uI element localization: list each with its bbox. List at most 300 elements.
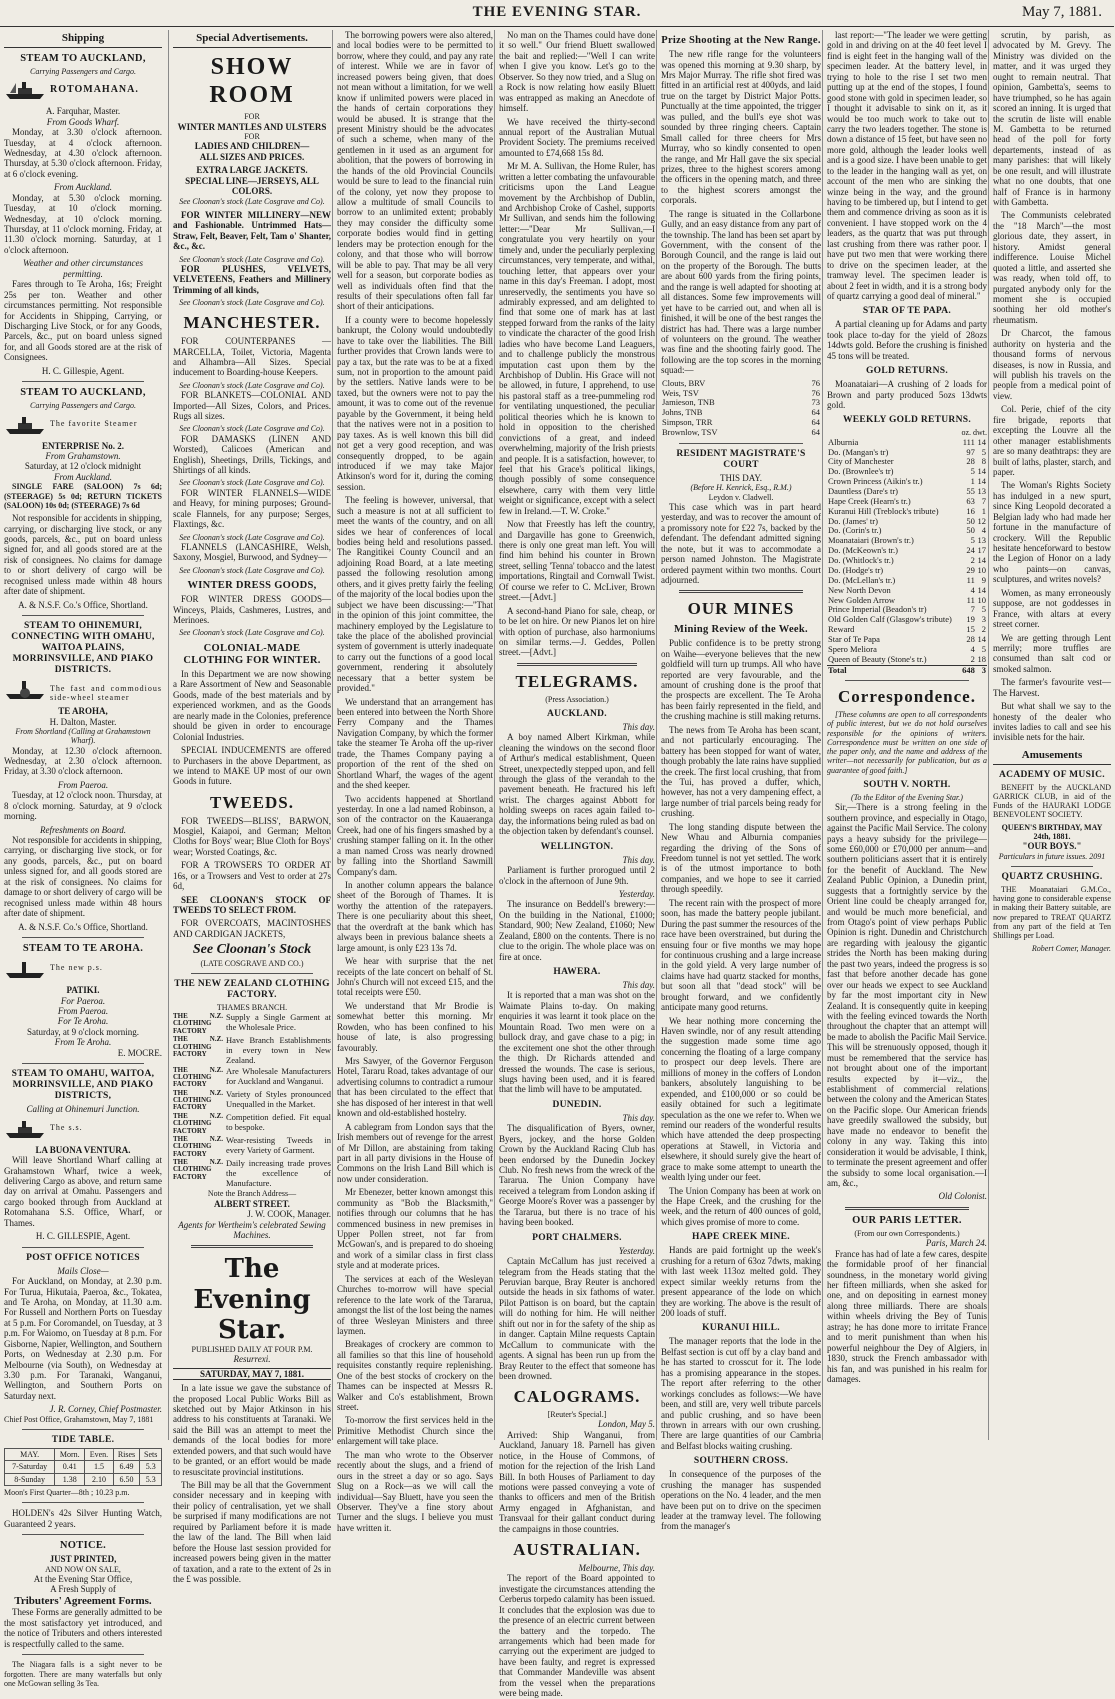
mine-name: Old Golden Calf (Glasgow's tribute) [828, 614, 952, 625]
news-paragraph: A cablegram from London says that the Irish members out of revenge for the arrest of Mr Dillon, are abstaining from taking part in all party divisions in the House of Commons on the Irish Land Bill which is now under consideration. [337, 1121, 493, 1184]
mine-report: The manager reports that the lode in the Belfast section is cut off by a clay band and he has started to crosscut for it. The lode has a promising appearance in the stopes. The report after referring to the other workings concludes as follows:—We have been, and still are, very well tribute parcels and public crushing, and so have been thrown in arrears with our own crushing. There are large quantities of our Cambria and Belfast blocks waiting crushing. [661, 1336, 821, 1451]
gold-oz: 19 [966, 614, 975, 625]
court-day: THIS DAY. [719, 472, 762, 483]
branch-note: Note the Branch Address— [207, 1189, 297, 1199]
gold-oz: 5 [970, 466, 975, 477]
gold-oz: 5 [970, 535, 975, 546]
route-label: From Paeroa. [57, 779, 109, 790]
article-paragraph: The new rifle range for the volunteers was opened this morning at 9.30 sharp, by Mrs Major Murray. The rifle shot fired was fitted in an artificial rest at 400yds, and laid true on the target by District Major Potts. Punctually at the time appointed, the trigger was pulled, and the bull's eye shot was sounded by three ringing cheers. Captain Small called for three cheers for Mrs Murray, who so kindly consented to open the range, and Mr Hall gave the six special prizes, three to the highest scorers among the officers in the opening match, and three to the highest scorers amongst the corporals. [661, 49, 821, 206]
route-label: For Paeroa. [60, 995, 106, 1006]
tide-cell: 6.49 [113, 1461, 140, 1473]
nz-factory-label: THE N.Z. CLOTHING FACTORY [173, 1134, 223, 1158]
mine-name: Do. (James' tr) [828, 515, 878, 526]
column-special-ads [168, 30, 335, 1584]
nz-factory-claim: Competition defied. Fit equal to bespoke. [226, 1111, 331, 1132]
score-value: 64 [811, 417, 820, 428]
agent-signature: H. C. GILLESPIE, Agent. [35, 1231, 131, 1242]
telegram-body: A boy named Albert Kirkman, while cleaning the windows on the second floor of Arthur's medical establishment, Queen Street, unexpectedly stepped upon, and fell through the glass of the verandah to the pavement beneath. He fractured his left wrist. The charges against Abbott for holding sweeps on races again failed to-day, the informations being ruled as bad on the objection taken by defendant's counsel. [499, 732, 655, 837]
gold-dwt: 17 [977, 545, 986, 556]
news-paragraph: The services at each of the Wesleyan Churches to-morrow will have special reference to the late work of the Tararua, amongst the list of the lost being the names of three Wesleyan Ministers and three laymen. [337, 1273, 493, 1336]
ad-subheading: Calling at Ohinemuri Junction. [26, 1104, 140, 1115]
gold-oz: 11 [966, 574, 975, 585]
court-heading: RESIDENT MAGISTRATE'S COURT [676, 448, 806, 470]
news-paragraph: Breakages of crockery are common to all families so that this line of household requisites constantly require replenishing. One of the best stocks of crockery on the Thames can be inspected at Messrs R. Walker and Co's establishment, Brown street. [337, 1339, 493, 1412]
gold-dwt: 5 [981, 643, 986, 654]
manchester-ad: FOR COUNTERPANES — MARCELLA, Toilet, Victoria, Magenta and Alhambra—All Sizes. Special inducement to Boarding-house Keepers. [173, 336, 331, 378]
cloonan-late-note: (LATE COSGRAVE AND CO.) [200, 958, 304, 968]
show-room-heading: SHOW ROOM [209, 53, 295, 108]
mine-report: A partial cleaning up for Adams and party took place to-day for the yield of 28ozs 14dwts gold. Before the crushing is finished 45 tons will be treated. [827, 319, 987, 361]
academy-fine-print: Particulars in future issues. 2091 [998, 851, 1106, 861]
ship-name: ROTOMAHANA. [50, 84, 139, 96]
ad-line: EXTRA LARGE JACKETS. [196, 165, 308, 176]
mine-name: Spero Meliora [828, 643, 877, 654]
nz-factory-row [173, 1090, 331, 1112]
tide-header: Sets [140, 1449, 162, 1461]
ad-heading: STEAM TO OHINEMURI, CONNECTING WITH OMAHU, WAITOA PLAINS, MORRINSVILLE, AND PIAKO DISTRICTS. [11, 621, 155, 676]
nz-factory-label: THE N.Z. CLOTHING FACTORY [173, 1088, 223, 1112]
ad-citation: See Cloonan's stock (Late Cosgrave and Co). [179, 478, 325, 488]
editorial-paragraph: The Bill may be all that the Government consider necessary and in keeping with their policy of centralisation, yet we shall be surprised if many modifications are not required by Parliament before it is made the law of the land. The Bill when laid before the House last session provided for increased powers being given in the matter of taxation, and a rate to the extent of 2s in the £ was possible. [173, 1480, 331, 1584]
ad-citation: See Cloonan's stock (Late Cosgrave and Co). [179, 532, 325, 542]
column-telegrams [494, 30, 659, 1699]
mine-name: Do. (Mangan's tr) [828, 446, 889, 457]
gold-dwt: 14 [977, 633, 986, 644]
ad-line: SPECIAL LINE—JERSEYS, ALL COLORS. [185, 175, 319, 197]
australian-body: The report of the Board appointed to investigate the circumstances attending the Cerberus torpedo calamity has been issued. It concludes that the explosion was due to the presence of an electric current between the battery and the torpedo. The arrangements which had been made for carrying out the experiment are judged to have been faulty, and regret is expressed that Commander Mandeville was absent from the vessel when the preparations were being made. [499, 1573, 655, 1699]
notice-body: These Forms are generally admitted to be the most satisfactory yet introduced, and the notice of Tributers and others interested is respectfully called to the same. [4, 1607, 162, 1649]
editorial-date: SATURDAY, MAY 7, 1881. [173, 1368, 331, 1380]
academy-heading: ACADEMY OF MUSIC. [999, 769, 1105, 780]
tide-cell: 2.10 [85, 1473, 113, 1485]
nz-factory-claim: Have Branch Establishments in every town in New Zealand. [226, 1035, 331, 1065]
route-label: From Auckland. [54, 182, 112, 193]
nz-factory-row [173, 1036, 331, 1066]
nz-factory-claim: Are Wholesale Manufacturers for Auckland and Wanganui. [226, 1065, 331, 1086]
mine-heading: KURANUI HILL. [702, 1323, 780, 1334]
prize-shooting-heading: Prize Shooting at the New Range. [661, 35, 821, 46]
manager-signature: J. W. COOK, Manager. [247, 1209, 331, 1220]
gold-return-row [827, 655, 987, 665]
telegram-body: The disqualification of Byers, owner, Byers, jockey, and the horse Golden Crown by the Auckland Racing Club has been endorsed by the Dunedin Jockey Club. No fresh news from the wreck of the Tararua. The Union Company have received a telegram from London asking if George Moore's Rover was a passenger by the Tararua, but there is no trace of his having been booked. [499, 1123, 655, 1228]
mine-name: Do. (Brownlee's tr) [828, 466, 894, 477]
weekly-returns-heading: WEEKLY GOLD RETURNS. [842, 415, 972, 426]
gold-oz: 55 [966, 486, 975, 497]
route-label: From Te Aroha. [54, 1037, 112, 1048]
correspondence-note: [These columns are open to all correspondents of public interest, but we do not hold ourselves responsible for the opinions of writers. Correspondence must be written on one side of the paper only, and the name and address of the writer—not necessarily for publication, but as a guarantee of good faith.] [827, 710, 987, 775]
news-paragraph: In another column appears the balance sheet of the Borough of Thames. It is worthy the attention of the ratepayers. There is one peculiarity about this sheet, that the overdraft at the bank which has always been in previous balance sheets a large amount, is only £23 13s 7d. [337, 880, 493, 953]
mine-name: Do. (Whitlock's tr.) [828, 555, 894, 566]
score-name: Weis, TSV [662, 387, 699, 398]
ad-heading: STEAM TO AUCKLAND, [20, 387, 146, 399]
academy-show: "OUR BOYS." [1022, 841, 1082, 852]
telegram-body: Parliament is further prorogued until 2 o'clock in the afternoon of June 9th. [499, 865, 655, 886]
divider [22, 1502, 144, 1503]
ad-citation: See Cloonan's stock (Late Cosgrave and Co). [179, 196, 325, 206]
score-value: 64 [811, 407, 820, 418]
route-label: From Grahamstown. [45, 451, 121, 461]
master-name: H. Dalton, Master. [49, 716, 117, 727]
steamship-icon [4, 79, 48, 101]
mine-name: Do. (Hodge's tr) [828, 564, 884, 575]
notice-line: JUST PRINTED, [49, 1554, 117, 1565]
mine-name: City of Manchester [828, 456, 894, 467]
score-name: Brownlow, TSV [662, 427, 718, 438]
column-editorial-news [332, 30, 497, 1533]
scores-table [661, 379, 821, 438]
tweeds-ad: FOR TWEEDS—BLISS', BARWON, Mosgiel, Kaiapoi, and German; Melton Cloths for Boys' wear; Blue Cloth for Boys' wear; Worsted Coatings, &c. [173, 815, 331, 857]
gold-returns-body: Moanataiari—A crushing of 2 loads for Brown and party produced 5ozs 13dwts gold. [827, 379, 987, 411]
court-before: (Before H. Kenrick, Esq., R.M.) [690, 483, 792, 493]
divider [845, 680, 969, 681]
gold-dwt: 3 [981, 614, 986, 625]
notice-line: AND NOW ON SALE, [45, 1564, 121, 1574]
steamship-icon [4, 1118, 48, 1140]
paris-letter-subheading: (From our own Correspondents.) [854, 1229, 960, 1239]
ship-name: TE AROHA, [58, 706, 108, 717]
gold-oz: 11 [966, 594, 975, 605]
ad-line: LADIES AND CHILDREN— [194, 141, 310, 152]
overcoats-ad: FOR OVERCOATS, MACINTOSHES AND CARDIGAN JACKETS, [173, 918, 331, 939]
gold-dwt: 5 [981, 446, 986, 457]
divider [22, 1429, 144, 1430]
sewing-machine-ad: Agents for Wertheim's celebrated Sewing Machines. [178, 1219, 326, 1241]
australian-heading: AUSTRALIAN. [513, 1540, 641, 1560]
news-paragraphs [499, 30, 655, 658]
paris-paragraph: The Woman's Rights Society has indulged in a new spurt, since King Leopold decorated a Belgian lady who had made her fortune in the manufacture of crockery. Will the Republic hesitate henceforward to bestow the Legion of Honor on a lady who paints—on canvas, sculptures, and writes novels? [993, 480, 1111, 585]
mine-report: last report:—"The leader we were getting gold in and driving on at the 40 feet level I find is eight feet in the hanging wall of the specimen leader. At the battery level, in trying to hole to the rise I set two men putting up at the end of the stopes, I found good stone with gold in specimen leader, so I thought it advisable to sink on it, as it would be too much work to take out to carry the two leaders together. The stone is down a distance of 15 feet, but have seen no more gold, although the leader looks well and is a good size. I have been unable to get to the leader in the hanging wall as yet, on account of the men who are sinking the winze being in the way, and the ground having to be timbered up, but I intend to get them and commence driving as soon as it is convenient. I have stopped work on the 4 leaders, as the quartz that was put through last crushing from there was rather poor. I have put two men that were working there to drive on the specimen leader, at the tramway level. The specimen leader is about 2 feet in width, and it is a strong body of quartz carrying a good deal of mineral." [827, 30, 987, 301]
gold-oz: 97 [966, 446, 975, 457]
sailing-times: Monday, at 3.30 o'clock afternoon. Tuesday, at 4 o'clock afternoon. Wednesday, at 4.30 o'clock afternoon. Thursday, at 5.30 o'clock afternoon. Friday, at 6 o'clock evening. [4, 127, 162, 179]
ad-heading: STEAM TO OMAHU, WAITOA, MORRINSVILLE, AND PIAKO DISTRICTS, [11, 1069, 155, 1102]
mine-name: Do. (Corin's tr.) [828, 525, 882, 536]
column-rifle-mines [656, 30, 825, 1532]
tide-header: MAY. [5, 1449, 55, 1461]
ad-intro: The favorite Steamer [50, 418, 138, 428]
divider [22, 615, 144, 616]
agent-signature: A. & N.S.F. Co.'s Office, Shortland. [18, 921, 148, 932]
ad-intro: The new p.s. [50, 963, 103, 973]
ad-intro: The s.s. [50, 1122, 83, 1132]
ad-line: FOR [244, 112, 260, 122]
shipping-notes: Will leave Shortland Wharf calling at Grahamstown Wharf, twice a week, delivering Cargo as above, and return same day on arrival at Omahu. Passengers and cargo booked through from Auckland at Rotomahana S.S. Office, Wharf, or Thames. [4, 1155, 162, 1228]
tide-row [5, 1461, 162, 1473]
amusements-heading: Amusements [993, 749, 1111, 765]
news-paragraph: No man on the Thames could have done it so well." Our friend Bluett swallowed the bait and replied:—"Well I can write when I give you know. Let's go to the Observer. So they now tried, and a Slug on a Rock is now relating how easily Bluett was entrapped as making an Anecdote of himself. [499, 30, 655, 114]
dateline-day: This day. [622, 1112, 655, 1123]
court-case: Leydon v. Cladwell. [708, 492, 774, 502]
letter-subheading: (To the Editor of the Evening Star.) [851, 792, 963, 802]
sailing-times: Saturday, at 12 o'clock midnight [24, 461, 142, 472]
gold-dwt: 14 [977, 555, 986, 566]
manchester-heading: MANCHESTER. [183, 313, 321, 333]
gold-dwt: 9 [981, 574, 986, 585]
tide-cell: 1.5 [85, 1461, 113, 1473]
divider [191, 1245, 313, 1248]
divider [22, 937, 144, 938]
paris-paragraph: Dr Charcot, the famous authority on hysteria and the thousand forms of nervous diseases, is now in Russia, and will publish his travels on the people from a medical point of view. [993, 328, 1111, 401]
total-oz: 648 [962, 664, 975, 675]
score-value: 76 [811, 387, 820, 398]
gold-oz: 63 [966, 495, 975, 506]
post-office-date: Chief Post Office, Grahamstown, May 7, 1881 [4, 1414, 154, 1424]
column-gold-correspondence [822, 30, 991, 1440]
mining-paragraph: The news from Te Aroha has been scant, and not particularly encouraging. The battery has been stopped for want of water, though probably the late rains have supplied the creek. The first local crushing, that from the Tui, has proved a duffer, which, however, has not a very dampening effect, a large number of trial parcels being ready for crushing. [661, 724, 821, 819]
cablegrams-heading: CALOGRAMS. [513, 1387, 641, 1407]
ad-line: FOR [244, 132, 260, 142]
stock-ad: SEE CLOONAN'S STOCK OF TWEEDS TO SELECT FROM. [173, 894, 331, 916]
divider [517, 663, 637, 666]
score-name: Simpson, TRR [662, 417, 713, 428]
news-paragraph: The feeling is however, universal, that such a measure is not at all sufficient to meet the wants of the country, and on all sides we hear of conferences of local bodies being held and resolutions passed. The Rangitikei County Council and an adjoining Road Board, at a late meeting passed the following resolution among others, and it gives pretty fairly the feeling of the majority of the local bodies upon the subject we have been discussing:—"That in the opinion of this joint committee, the machinery employed by the Legislature to take the place of the abolished provincial system of government is utterly inadequate to carry out the functions of a good local government, rendering it absolutely necessary that a better system be provided." [337, 495, 493, 694]
gold-oz: 15 [966, 624, 975, 635]
route-label: From Shortland (Calling at Grahamstown Wharf). [15, 727, 151, 746]
mining-paragraph: The Union Company has been at work on the Hape Creek, and the crushing for the week, and the return of 400 ounces of gold, which gives promise of more to come. [661, 1185, 821, 1227]
sailing-times: Tuesday, at 12 o'clock noon. Thursday, at 8 o'clock morning. Saturday, at 9 o'clock morning. [4, 790, 162, 822]
gold-dwt: 8 [981, 456, 986, 467]
news-paragraph: Mr M. A. Sullivan, the Home Ruler, has written a letter combating the unfavourable criticisms upon the Land League movement by the Archbishop of Dublin, and Archbishop Croke of Cashel, supports Mr Sullivan, and sends him the following letter:—"Dear Mr Sullivan,—I congratulate you very heartily on your timely and, under the peculiarly perplexing circumstances, very temperate, and withal, touching letter, that appears over your name in this day's Freeman. I adopt, most unreservedly, the sentiments you have so admirably expressed, and am delighted to find that some one of mark has at last stepped forward from the ranks of the laity to vindicate the character of the good Irish ladies who have become Land Leaguers, and to challenge publicly the monstrous imputation cast upon them by the Archbishop of Dublin. His Grace will not be allowed, in future, I apprehend, to use his pastoral staff as a tree-pummeling rod for ventilating unquestioned, the peculiar political theories which he is known to hold in opposition to the cherished convictions of a great, and indeed overwhelming, majority of the Irish priests and people. It is a satisfaction, however, to feel that his Grace's political likings, though possibly of some consequence elsewhere, carry with them very little weight or significance, except with a select few in Ireland.—T. W. Croke." [499, 161, 655, 516]
mine-name: Do. (McLellan's tr.) [828, 574, 896, 585]
winter-ad: FOR WINTER DRESS GOODS—Winceys, Plaids, Cashmeres, Lustres, and Merinoes. [173, 594, 331, 625]
gold-oz: 1 [970, 476, 975, 487]
nz-factory-row [173, 1159, 331, 1189]
mine-name: New Golden Arrow [828, 594, 896, 605]
fare-list: SINGLE FARE (SALOON) 7s 6d; (STEERAGE) 5s 0d; RETURN TICKETS (SALOON) 10s 0d; (STEERAGE) 7s 6d [4, 482, 162, 510]
dateline: WELLINGTON. [540, 841, 614, 852]
moon-phase: Moon's First Quarter—8th ; 10.23 p.m. [4, 1487, 130, 1497]
divider [22, 1247, 144, 1248]
score-value: 64 [811, 427, 820, 438]
academy-date: QUEEN'S BIRTHDAY, MAY 24th, 1881. [1001, 822, 1103, 841]
plushes-ad: FOR PLUSHES, VELVETS, VELVETEENS, Feathers and Millinery Trimming of all kinds, [173, 263, 331, 295]
tide-cell: 8-Sunday [5, 1473, 55, 1485]
nz-factory-row [173, 1067, 331, 1089]
paris-dateline: Paris, March 24. [925, 1238, 987, 1249]
total-dwt: 3 [976, 665, 987, 675]
agent-signature: E. MOCRE. [117, 1047, 162, 1058]
mine-heading: STAR OF TE PAPA. [862, 306, 952, 317]
paris-letter-heading: OUR PARIS LETTER. [852, 1214, 962, 1226]
dateline: DUNEDIN. [552, 1099, 602, 1110]
quartz-signature: Robert Comer, Manager. [1031, 943, 1111, 953]
mine-name: Crown Princess (Aikin's tr.) [828, 476, 923, 487]
mine-name: Dauntless (Dare's tr) [828, 486, 898, 497]
ad-citation: See Cloonan's stock (Late Cosgrave and Co). [179, 565, 325, 575]
ad-citation: See Cloonan's stock (Late Cosgrave and Co). [179, 254, 325, 264]
ad-citation: See Cloonan's stock (Late Cosgrave and Co). [179, 424, 325, 434]
news-paragraph: The man who wrote to the Observer recently about the slugs, and a friend of ours in the street a day or so ago. Says Slug on a Rock—as we will call the individual—Say Bluett, have you seen the Observer. They've a fine story about Turner and the slugs. I believe you must have written it. [337, 1449, 493, 1533]
section-heading: Special Advertisements. [173, 32, 331, 48]
score-name: Jamieson, TNB [662, 397, 715, 408]
ad-citation: See Cloonan's stock (Late Cosgrave and Co). [179, 628, 325, 638]
route-label: For Te Aroha. [57, 1016, 109, 1027]
tide-table-heading: TIDE TABLE. [51, 1435, 115, 1446]
millinery-ad: FOR WINTER MILLINERY—NEW and Fashionable. Untrimmed Hats—Straw, Felt, Beaver, Felt, Tam o' Shanter, &c., &c. [173, 209, 331, 252]
telegrams-heading: TELEGRAMS. [515, 671, 639, 691]
flannels-ad: FOR WINTER FLANNELS—WIDE and Heavy, for mining purposes; Ground-scale Flannels, for any purpose; Serges, Flaxtings, &c. [173, 487, 331, 530]
tea-ad: The Niagara falls is a sight never to be forgotten. There are many waterfalls but only one McGowan selling 3s Tea. [4, 1660, 162, 1688]
divider [191, 973, 313, 974]
sailing-times: Saturday, at 9 o'clock morning. [26, 1026, 139, 1037]
tide-header: Morn. [55, 1449, 85, 1461]
flannels-ad: FLANNELS (LANCASHIRE, Welsh, Saxony, Mosgiel, Burwood, and Sydney— [173, 541, 331, 563]
dateline-day: Yesterday. [618, 888, 655, 899]
telegram-body: Captain McCallum has just received a telegram from the Heads stating that the Peruvian barque, Bray Reuter is anchored outside the heads in six fathoms of water. Pilot Pattison is on board, but the captain will do nothing for him. He will neither shift out nor in for the safety of the ship as in danger. Captain Milne requests Captain McCallum to communicate with the agents. A signal has been run up from the Bray Reuter to the effect that someone has been drowned. [499, 1256, 655, 1381]
mine-name: Alburnia [828, 436, 859, 447]
cloonan-stock-banner: See Cloonan's Stock [192, 942, 312, 958]
mine-name: Queen of Beauty (Stone's tr.) [828, 653, 927, 664]
gold-dwt: 5 [981, 604, 986, 615]
weekly-returns-unit: oz. dwt. [961, 428, 987, 438]
news-paragraph: Mrs Sawyer, of the Governor Ferguson Hotel, Tararu Road, takes advantage of our advertising columns to contradict a rumour that has been circulated to the effect that she has disposed of her interest in that well known and old-established hostelry. [337, 1056, 493, 1119]
ad-subheading: Carrying Passengers and Cargo. [30, 401, 136, 411]
news-paragraph: Mr Ebenezer, better known amongst this community as "Bob the Blacksmith," notifies through our columns that he has commenced business in new premises in Upper Pollen street, not far from McGowan's, and is prepared to do shoeing and work of a similar class in first class style and at moderate prices. [337, 1187, 493, 1271]
score-row [661, 428, 821, 438]
tide-table [4, 1448, 162, 1486]
mine-name: Star of Te Papa [828, 633, 880, 644]
gold-oz: 29 [966, 564, 975, 575]
dateline-day: This day. [622, 854, 655, 865]
column-paris-amusements [988, 30, 1115, 1440]
mining-paragraph: The long standing dispute between the New Whau and Alburnia companies regarding the driving of the Sons of Freedom tunnel is not yet settled. The work is of the utmost importance to both companies, and we hope to see it carried through speedily. [661, 821, 821, 895]
paris-letter-body: France has had of late a few cares, despite the formidable proof of her financial soundness, in the monetary world giving her fifteen milliards, when she asked for one, and on depositing in earnest money along three milliards. There are shoals within wheels driving the Bey of Tunis astray; he has done more to irritate France and to merit punishment than when his powerful neighbour the Dey of Algiers, in 1830, struck the French ambassador with his fan, and was punished in his realm for damages. [827, 1248, 987, 1384]
sailing-times: Monday, at 12.30 o'clock afternoon. Wednesday, at 2.30 o'clock afternoon. Friday, at 3.30 o'clock afternoon. [4, 745, 162, 777]
tide-cell: 1.38 [55, 1473, 85, 1485]
mine-heading: HAPE CREEK MINE. [692, 1232, 790, 1243]
court-body: This case which was in part heard yesterday, and was to recover the amount of a promissory note for £22 7s, backed by the defendant. The defendant admitted signing the note, but it was to accommodate a person named Johnston. The Magistrate ordered payment within two months. Court adjourned. [661, 501, 821, 585]
post-office-heading: POST OFFICE NOTICES [26, 1252, 140, 1263]
mining-paragraphs [661, 638, 821, 1227]
tide-header: Even. [85, 1449, 113, 1461]
trousers-ad: FOR A TROWSERS TO ORDER AT 16s, or a Trowsers and Vest to order at 27s 6d, [173, 860, 331, 892]
nz-factory-label: THE N.Z. CLOTHING FACTORY [173, 1065, 223, 1089]
gold-dwt: 14 [977, 436, 986, 447]
agent-signature: A. & N.S.F. Co.'s Office, Shortland. [18, 599, 148, 610]
product-name: Tributers' Agreement Forms. [14, 1594, 152, 1607]
mines-heading: OUR MINES [687, 599, 795, 619]
tide-header: Rises [113, 1449, 140, 1461]
mine-name: Reward [828, 624, 855, 635]
damasks-ad: FOR DAMASKS (LINEN AND Worsted), Calicoes (American and English), Sheetings, Drills, Tickings, and Shirtings of all kinds. [173, 433, 331, 476]
notice-line: A Fresh Supply of [50, 1584, 116, 1595]
tide-row [5, 1473, 162, 1485]
mine-name: Kuranui Hill (Treblock's tribute) [828, 505, 939, 516]
gold-dwt: 14 [977, 476, 986, 487]
dateline-day: Yesterday. [618, 1245, 655, 1256]
paris-paragraph: Col. Perie, chief of the city fire brigade, reports that excepting the Louvre all the other manager establishments are so many deathtraps: they are built of laths, plaster, starch, and paper. [993, 404, 1111, 477]
paris-paragraph: But what shall we say to the honesty of the dealer who invites ladies to call and see his invisible nets for the hair. [993, 701, 1111, 743]
score-value: 73 [811, 397, 820, 408]
gold-dwt: 14 [977, 584, 986, 595]
gold-dwt: 14 [977, 466, 986, 477]
divider [679, 590, 803, 593]
mine-heading: SOUTHERN CROSS. [693, 1456, 789, 1467]
shipping-notes: Not responsible for accidents in shipping, carrying, or discharging live stock, or for any goods, parcels, &c., put on board unless signed for, and all goods stored are at the risk of consignees. No claims for damage to or short delivery of cargo will be recognised unless made within 48 hours after date of shipment. [4, 835, 162, 919]
nz-factory-claim: Wear-resisting Tweeds in every Variety of Garment. [226, 1134, 331, 1155]
paris-paragraph: We are getting through Lent merrily; more truffles are consumed than salt cod or smoked salmon. [993, 632, 1111, 674]
gold-dwt: 18 [977, 653, 986, 664]
refreshments-note: Refreshments on Board. [39, 824, 127, 835]
colonial-ad: In this Department we are now showing a Rare Assortment of New and Seasonable Goods, made of the best materials and by experienced workmen, and as the Goods are nearly made in the Colonies, preference should be given in order to encourage Colonial Industries. [173, 669, 331, 742]
dateline-day: This day. [622, 721, 655, 732]
divider [22, 1534, 144, 1535]
route-label: From Paeroa. [57, 1006, 109, 1017]
gold-dwt: 7 [981, 495, 986, 506]
ad-line: ALL SIZES AND PRICES. [199, 151, 305, 162]
ad-line: WINTER MANTLES AND ULSTERS [177, 121, 327, 132]
tide-cell: 0.41 [55, 1461, 85, 1473]
mine-name: New North Devon [828, 584, 891, 595]
gold-dwt: 4 [981, 525, 986, 536]
quartz-body: THE Moanataiari G.M.Co., having gone to considerable expense in making their Battery suitable, are now prepared to TREAT QUARTZ from any part of the field at Ten Shillings per Load. [993, 884, 1111, 941]
tide-cell: 5.3 [140, 1461, 162, 1473]
quartz-heading: QUARTZ CRUSHING. [1001, 871, 1103, 882]
route-label: From Auckland. [54, 471, 112, 482]
nz-factory-label: THE N.Z. CLOTHING FACTORY [173, 1035, 223, 1058]
steamship-icon [4, 414, 48, 436]
gold-oz: 2 [970, 555, 975, 566]
mining-paragraph: Public confidence is to be pretty strong on Waihe—everyone believes that the new goldfield will turn up trumps. All who have reported are very favourable, and the amount of crushing done is the proof that the prospects are excellent. The Te Aroha has been fairly represented in the field, and the crushing machine is still making returns. [661, 638, 821, 722]
gold-oz: 16 [966, 505, 975, 516]
news-paragraph: Two accidents happened at Shortland yesterday. In one a lad named Robinson, a son of the contractor on the Kauaeranga Creek, had one of his fingers smashed by a crushing stamper falling on it. In the other a man named Cross was nearly drowned by falling into the Shortland Sawmill Company's dam. [337, 793, 493, 877]
blankets-ad: FOR BLANKETS—COLONIAL AND Imported—All Sizes, Colors, and Prices. Rugs all sizes. [173, 390, 331, 422]
news-paragraphs [337, 30, 493, 1533]
score-value: 76 [811, 377, 820, 388]
article-paragraph: The range is situated in the Collarbone Gully, and an easy distance from any part of the township. The land has been set apart by Government, with the consent of the Borough Council, and the range is laid out on the property of the Borough. The butts are about 600 yards from the firing points, and the range is well adapted for shooting at all distances. Some few improvements will yet have to be carried out, and when all is finished, it will be one of the best ranges the district has had. There was a large number of volunteers on the ground. The weather was fine and the shooting fairly good. The following are the top scores in the morning squad:— [661, 208, 821, 376]
issue-date: May 7, 1881. [1022, 4, 1102, 20]
ad-heading: STEAM TO TE AROHA. [22, 942, 144, 954]
gold-total-row [827, 665, 987, 675]
telegram-body: It is reported that a man was shot on the Waimate Plains to-day. On making enquiries it was learnt it took place on the Mountain Road. Two men were on a bullock dray, and gave chase to a pig; in the excitement one shot the other through the thigh. Dr Richards attended and dressed the wounds. The case is serious, slugs having been used, and it is feared that the limb will have to be amputated. [499, 990, 655, 1095]
gold-oz: 4 [970, 643, 975, 654]
weather-note: Weather and other circumstances permitting. [22, 258, 144, 279]
nz-factory-heading: THE NEW ZEALAND CLOTHING FACTORY. [174, 978, 330, 1000]
ad-heading: STEAM TO AUCKLAND, [20, 52, 146, 64]
tide-cell: 7-Saturday [5, 1461, 55, 1473]
mine-name: Do. (McKeown's tr.) [828, 545, 898, 556]
gold-oz: 28 [966, 456, 975, 467]
ship-illustration [4, 414, 162, 438]
ad-intro: The fast and commodious side-wheel steamer [50, 684, 162, 703]
telegram-body: The insurance on Beddell's brewery:—On the building in the National, £1000; Standard, 900; New Zealand, £1060; New Zealand, £800 on the contents. There is no clue to the origin. The whole place was on fire at once. [499, 899, 655, 962]
ship-name: PATIKI. [66, 985, 100, 996]
divider [845, 1207, 969, 1210]
ad-subheading: Carrying Passengers and Cargo. [30, 66, 136, 76]
nz-factory-label: THE N.Z. CLOTHING FACTORY [173, 1012, 223, 1035]
nz-factory-claim: Variety of Styles pronounced Unequalled in the Market. [226, 1088, 331, 1109]
mine-report: In consequence of the purposes of the crushing the manager has suspended operations on the No. 4 leader, and the men have been put on to drive on the specimen leader at the tramway level. The following from the manager's [661, 1469, 821, 1532]
dateline: Melbourne, This day. [578, 1562, 655, 1573]
nz-factory-row [173, 1136, 331, 1158]
dateline: AUCKLAND. [547, 708, 607, 719]
ship-name: LA BUONA VENTURA. [35, 1144, 131, 1155]
mining-paragraph: We hear nothing more concerning the Haven swindle, nor of any result attending the suggestion made some time ago concerning the floating of a large company to prospect our deep levels. There are millions of money in the coffers of London bankers, absolutely languishing to be expended, and £100,000 or so could be easily obtained for such a legitimate speculation as the one we refer to. When we remind our readers of the wonderful results which have attended the deep prospecting operations at Stawell, in Victoria and elsewhere, it should surely give the heart of grace to make some attempt to unearth the wealth lying under our feet. [661, 1015, 821, 1183]
ship-illustration [4, 1118, 162, 1142]
gold-dwt: 1 [981, 505, 986, 516]
gold-oz: 50 [966, 525, 975, 536]
paris-paragraph: The Communists celebrated the "18 March"—the most glorious date, they assert, in history. Amidst general indifference. Louise Michel quoted a little, and asserted she was ready, when told off, to purgated anybody only for the moment she is occupied soothing her old mother's rheumatism. [993, 210, 1111, 325]
nz-branch: THAMES BRANCH. [216, 1002, 288, 1012]
paddle-steamer-icon [4, 679, 48, 701]
mine-name: Moanataiari (Brown's tr.) [828, 535, 914, 546]
nz-factory-row [173, 1113, 331, 1135]
gold-returns-table [827, 438, 987, 676]
letter-body: Sir,—There is a strong feeling in the southern province, and especially in Otago, against the Pacific Mail Service. The colony pays a heavy subsidy for the privilege—some £60,000 or £70,000 per annum—and southern politicians assert that it is entirely for the benefit of Auckland. The New Zealand Public Opinion, a Dunedin print, suggests that a fortnightly service by the Orient line could be cheaply arranged for, and would be much more beneficial, and from Otago's point of view perhaps Public Opinion is right. Dunedin and Christchurch are regarding with jealousy the gigantic strides the North has been making during the past two years, indeed the progress is so fast that before another decade has gone over our heads we expect to see Auckland by far the most important city in New Zealand. It is consequently quite in keeping with the feeling evinced towards the North throughout the chapter that an attempt will be made to abolish the Pacific Mail Service. This will be strenuously opposed, though it must be remembered that the service has not brought about one of the important results expected by it—viz., the establishment of commercial relations between the colony and the American States on the Pacific slope. Our American friends have greedily swallowed the subsidy, but have made no endeavor to benefit the colony in any way. Taking this into consideration it would be advisable, I think, to terminate the present agreement and offer the subsidy to some local organisation.—I am, &c., [827, 802, 987, 1188]
gold-oz: 50 [966, 515, 975, 526]
column-shipping [4, 30, 166, 1688]
score-name: Clouts, BRV [662, 377, 706, 388]
inducements-ad: SPECIAL INDUCEMENTS are offered to Purchasers in the above Department, as we intend to MAKE UP most of our own Goods in future. [173, 745, 331, 787]
